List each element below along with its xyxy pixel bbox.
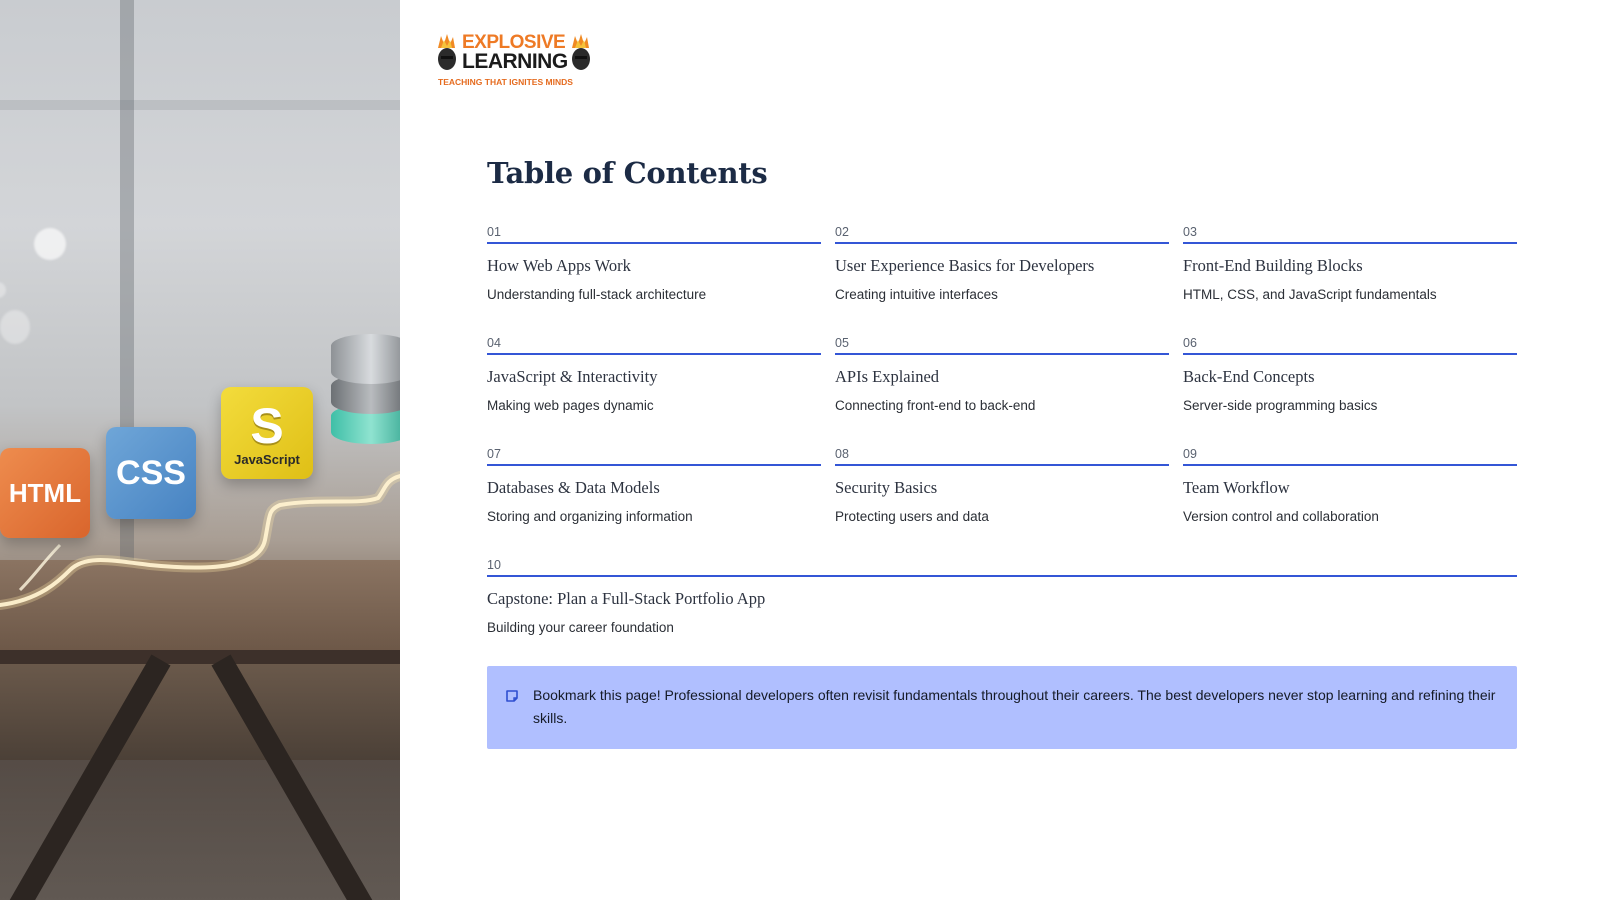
toc-item-number: 10	[487, 558, 1517, 577]
explosive-learning-logo	[434, 30, 594, 92]
database-icon	[331, 334, 400, 449]
toc-item-heading[interactable]: Databases & Data Models	[487, 478, 660, 497]
hero-photo	[0, 0, 400, 900]
logo-wordmark-top: EXPLOSIVE	[462, 32, 566, 53]
toc-item-heading[interactable]: Front-End Building Blocks	[1183, 256, 1363, 275]
css-tile-label: CSS	[116, 453, 186, 492]
flame-head-icon	[568, 34, 594, 76]
toc-item-description: Making web pages dynamic	[487, 398, 654, 413]
toc-item[interactable]	[1183, 447, 1517, 524]
logo-wordmark-bottom: LEARNING	[462, 50, 568, 73]
toc-item-number: 08	[835, 447, 1169, 466]
toc-item-heading[interactable]: Security Basics	[835, 478, 938, 497]
toc-item-description: HTML, CSS, and JavaScript fundamentals	[1183, 287, 1437, 302]
toc-item-heading[interactable]: User Experience Basics for Developers	[835, 256, 1095, 275]
javascript-tile-label: JavaScript	[234, 451, 300, 467]
toc-item-heading[interactable]: Back-End Concepts	[1183, 367, 1315, 386]
toc-item[interactable]	[1183, 225, 1517, 302]
toc-item[interactable]	[487, 225, 821, 302]
toc-item[interactable]	[835, 447, 1169, 524]
toc-item-number: 07	[487, 447, 821, 466]
toc-item[interactable]	[487, 447, 821, 524]
toc-item-number: 09	[1183, 447, 1517, 466]
toc-item-number: 04	[487, 336, 821, 355]
toc-item-description: Connecting front-end to back-end	[835, 398, 1036, 413]
logo-tagline: TEACHING THAT IGNITES MINDS	[438, 77, 573, 87]
toc-item-number: 03	[1183, 225, 1517, 244]
toc-item-heading[interactable]: How Web Apps Work	[487, 256, 631, 275]
toc-item[interactable]	[835, 225, 1169, 302]
toc-item-number: 05	[835, 336, 1169, 355]
toc-item-number: 06	[1183, 336, 1517, 355]
bookmark-callout-text: Bookmark this page! Professional developers often revisit fundamentals throughout their careers. The best developers never stop learning and refining their skills.	[533, 687, 1496, 726]
toc-item-heading[interactable]: JavaScript & Interactivity	[487, 367, 658, 386]
toc-item-description: Protecting users and data	[835, 509, 989, 524]
css-tile-icon	[106, 427, 196, 519]
javascript-tile-letter: S	[250, 397, 284, 454]
toc-item-description: Version control and collaboration	[1183, 509, 1379, 524]
javascript-tile-icon	[221, 387, 313, 479]
html-tile-label: HTML	[8, 477, 82, 508]
toc-item-number: 01	[487, 225, 821, 244]
bookmark-callout	[487, 666, 1517, 749]
toc-item-description: Creating intuitive interfaces	[835, 287, 998, 302]
toc-item-description: Building your career foundation	[487, 620, 674, 635]
flame-head-icon	[434, 34, 460, 76]
toc-item[interactable]	[487, 558, 1517, 635]
toc-item-heading[interactable]: Capstone: Plan a Full-Stack Portfolio App	[487, 589, 766, 608]
toc-item-heading[interactable]: APIs Explained	[835, 367, 940, 386]
page-title: Table of Contents	[487, 156, 768, 190]
toc-item-description: Server-side programming basics	[1183, 398, 1378, 413]
note-icon	[505, 689, 519, 703]
html-tile-icon	[0, 448, 90, 538]
toc-item-description: Storing and organizing information	[487, 509, 693, 524]
toc-item[interactable]	[835, 336, 1169, 413]
toc-item[interactable]	[1183, 336, 1517, 413]
toc-item[interactable]	[487, 336, 821, 413]
toc-item-description: Understanding full-stack architecture	[487, 287, 707, 302]
toc-item-heading[interactable]: Team Workflow	[1183, 478, 1290, 497]
toc-item-number: 02	[835, 225, 1169, 244]
